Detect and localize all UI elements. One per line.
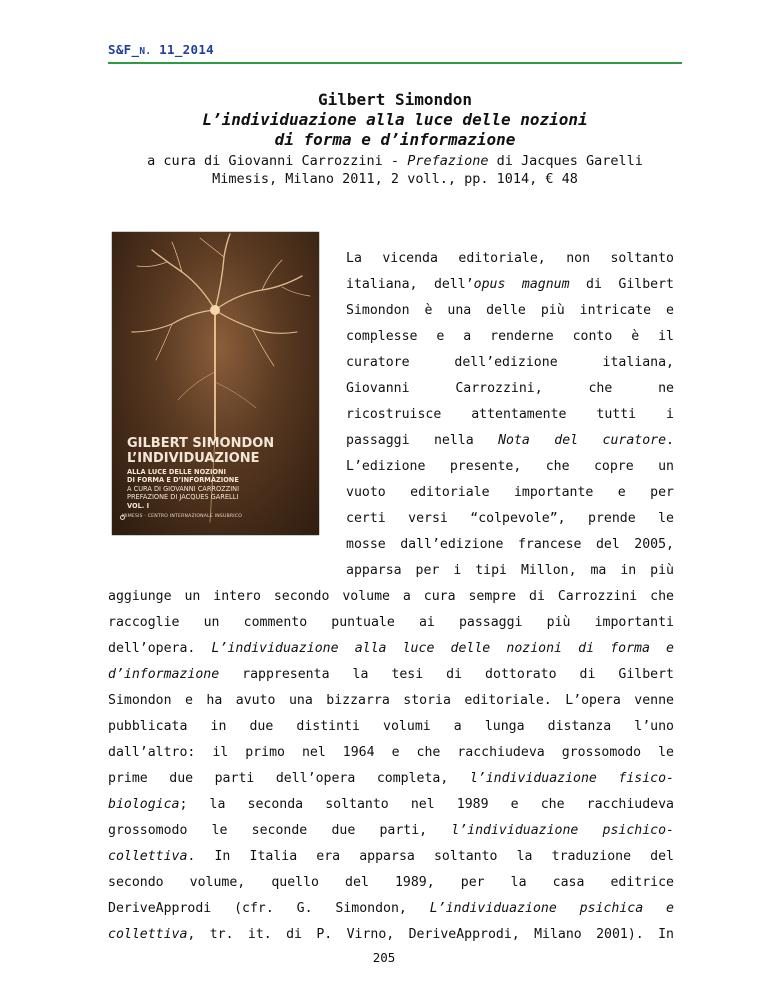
page-number: 205 bbox=[372, 950, 396, 965]
cover-subtitle-line2: DI FORMA E D’INFORMAZIONE bbox=[127, 476, 239, 484]
body-line: italiana, dell’opus magnum di Gilbert bbox=[346, 277, 674, 292]
body-line: collettiva, tr. it. di P. Virno, DeriveApprodi, Milano 2001). In bbox=[108, 927, 674, 942]
body-line: prime due parti dell’opera completa, l’individuazione fisico- bbox=[108, 771, 674, 786]
book-title-line2: di forma e d’informazione bbox=[274, 130, 516, 149]
book-author: Gilbert Simondon bbox=[317, 90, 473, 109]
body-line: complesse e a renderne conto è il bbox=[346, 329, 674, 344]
body-line: DeriveApprodi (cfr. G. Simondon, L’individuazione psichica e bbox=[108, 901, 674, 916]
journal-issue-label: S&F_N. 11_2014 bbox=[108, 42, 214, 57]
body-line: ricostruisce attentamente tutti i bbox=[346, 407, 674, 422]
body-line: Simondon e ha avuto una bizzarra storia editoriale. L’opera venne bbox=[108, 693, 674, 708]
body-line: dell’opera. L’individuazione alla luce delle nozioni di forma e bbox=[108, 641, 674, 656]
cover-subtitle-line1: ALLA LUCE DELLE NOZIONI bbox=[127, 468, 226, 476]
cover-author: GILBERT SIMONDON bbox=[127, 436, 275, 451]
book-cover-image bbox=[112, 232, 319, 535]
body-line: d’informazione rappresenta la tesi di dottorato di Gilbert bbox=[108, 667, 674, 682]
body-line: certi versi “colpevole”, prende le bbox=[346, 511, 674, 526]
cover-title: L’INDIVIDUAZIONE bbox=[127, 451, 260, 466]
body-line: collettiva. In Italia era apparsa soltanto la traduzione del bbox=[108, 849, 674, 864]
body-line: aggiunge un intero secondo volume a cura sempre di Carrozzini che bbox=[108, 589, 674, 604]
body-line: raccoglie un commento puntuale ai passaggi più importanti bbox=[108, 615, 674, 630]
body-line: mosse dall’edizione francese del 2005, bbox=[346, 537, 674, 552]
running-header bbox=[108, 40, 682, 64]
body-line: apparsa per i tipi Millon, ma in più bbox=[346, 563, 674, 578]
body-line: Simondon è una delle più intricate e bbox=[346, 303, 674, 318]
body-line: curatore dell’edizione italiana, bbox=[346, 355, 674, 370]
body-line: passaggi nella Nota del curatore. bbox=[346, 433, 674, 448]
body-line: grossomodo le seconde due parti, l’individuazione psichico- bbox=[108, 823, 674, 838]
body-line: biologica; la seconda soltanto nel 1989 e che racchiudeva bbox=[108, 797, 674, 812]
neuron-cell-body bbox=[210, 305, 220, 315]
cover-volume: VOL. I bbox=[127, 502, 150, 510]
body-line: Giovanni Carrozzini, che ne bbox=[346, 381, 674, 396]
book-publication: Mimesis, Milano 2011, 2 voll., pp. 1014, € 48 bbox=[212, 171, 578, 187]
body-line: La vicenda editoriale, non soltanto bbox=[346, 251, 674, 266]
cover-preface: PREFAZIONE DI JACQUES GARELLI bbox=[127, 493, 239, 501]
body-line: pubblicata in due distinti volumi a lunga distanza l’uno bbox=[108, 719, 674, 734]
body-line: L’edizione presente, che copre un bbox=[346, 459, 674, 474]
body-line: dall’altro: il primo nel 1964 e che racchiudeva grossomodo le bbox=[108, 745, 674, 760]
cover-editor: A CURA DI GIOVANNI CARROZZINI bbox=[127, 485, 240, 493]
book-credits: a cura di Giovanni Carrozzini - Prefazione di Jacques Garelli bbox=[147, 153, 643, 169]
body-line: vuoto editoriale importante e per bbox=[346, 485, 674, 500]
review-heading bbox=[108, 90, 682, 188]
body-line: secondo volume, quello del 1989, per la casa editrice bbox=[108, 875, 674, 890]
cover-publisher: MIMESIS · CENTRO INTERNAZIONALE INSUBRICO bbox=[122, 514, 243, 519]
book-title-line1: L’individuazione alla luce delle nozioni bbox=[202, 110, 588, 129]
